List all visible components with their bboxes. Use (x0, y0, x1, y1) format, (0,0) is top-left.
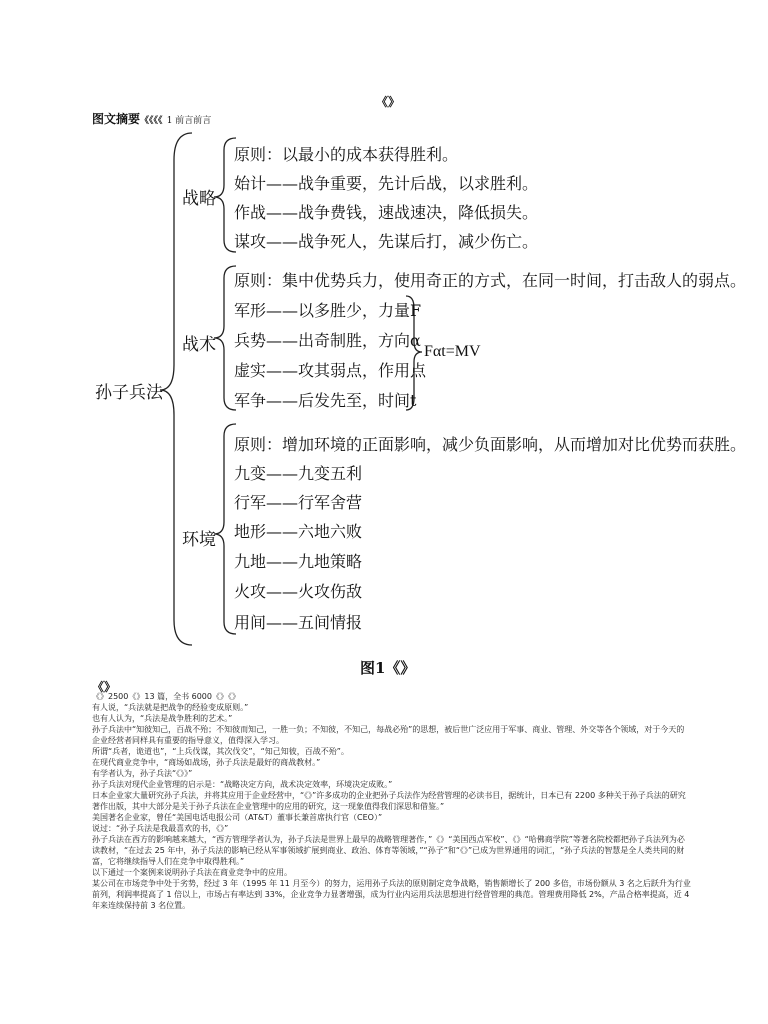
paragraph: 孙子兵法在西方的影响越来越大，“西方管理学者认为，孙子兵法是世界上最早的战略管理著作，”《》“美国西点军校”、《》“哈佛商学院”等著名院校都把孙子兵法列为必读教材，“在过去 25 年中，孙子兵法的影响已经从军事领域扩展到商业、政治、体育等领域，”“孙子”和“《》”已成为世界通用的词汇，“孙子兵法的智慧是全人类共同的财富，它将继续指导人们在竞争中取得胜利。” (92, 835, 685, 866)
figure-caption: 图1《》 (360, 659, 416, 677)
paragraph: 某公司在市场竞争中处于劣势，经过 3 年（1995 年 11 月至今）的努力，运用孙子兵法的原则制定竞争战略，销售额增长了 200 多倍，市场份额从 3 名之后跃升为行业前列，利润率提高了 1 倍以上，市场占有率达到 33%，企业竞争力显著增强，成为行业内运用兵法思想进行经营管理的典范。管理费用降低 2%，产品合格率提高，近 4 年来连续保持前 3 名位置。 (92, 879, 691, 910)
strategy-item: 作战——战争费钱，速战速决，降低损失。 (234, 203, 539, 222)
strategy-item: 原则：以最小的成本获得胜利。 (234, 145, 459, 164)
header-small: 1 前言前言 (166, 116, 212, 126)
paragraph: 日本企业家大量研究孙子兵法，并将其应用于企业经营中，“《》”许多成功的企业把孙子兵法作为经营管理的必读书目，据统计，日本已有 2200 多种关于孙子兵法的研究著作出版，其中大部分是关于孙子兵法在企业管理中的应用的研究，这一现象值得我们深思和借鉴。” (92, 791, 686, 811)
paragraph: 《》2500《》13 篇，全书 6000《》《》 (92, 692, 240, 701)
tactics-item: 兵势——出奇制胜，方向α (234, 331, 421, 350)
tactics-item: 原则：集中优势兵力，使用奇正的方式，在同一时间，打击敌人的弱点。 (234, 271, 747, 290)
environment-item: 九变——九变五利 (234, 464, 363, 483)
paragraph: 在现代商业竞争中，“商场如战场，孙子兵法是最好的商战教材。” (92, 758, 321, 767)
strategy-item: 谋攻——战争死人，先谋后打，减少伤亡。 (234, 232, 539, 251)
environment-item: 行军——行军舍营 (234, 493, 363, 512)
environment-item: 用间——五间情报 (234, 613, 363, 632)
environment-item: 原则：增加环境的正面影响，减少负面影响，从而增加对比优势而获胜。 (234, 435, 747, 454)
environment-item: 九地——九地策略 (234, 552, 363, 571)
paragraph: 说过：“孙子兵法是我最喜欢的书，《》” (92, 824, 229, 833)
branch-strategy-label: 战略 (182, 189, 216, 209)
paragraph: 孙子兵法对现代企业管理的启示是：“战略决定方向，战术决定效率，环境决定成败。” (92, 780, 393, 789)
brace-tactics (214, 266, 236, 410)
environment-item: 地形——六地六败 (234, 522, 363, 541)
paragraph: 也有人认为，“兵法是战争胜利的艺术。” (92, 714, 233, 723)
paragraph: 有学者认为，孙子兵法“《》》” (92, 769, 193, 778)
branch-tactics-label: 战术 (182, 335, 216, 355)
tactics-item: 军争——后发先至，时间t (234, 391, 417, 410)
paragraph: 以下通过一个案例来说明孙子兵法在商业竞争中的应用。 (92, 868, 292, 877)
header-mid: 《《《《 (140, 116, 163, 126)
body-text (92, 691, 692, 911)
tactics-formula: Fαt=MV (424, 343, 481, 360)
tactics-item: 军形——以多胜少，力量F (234, 301, 422, 320)
section-title: 《》 (92, 680, 117, 694)
branch-environment-label: 环境 (182, 530, 216, 550)
header-prefix: 图文摘要 (92, 112, 141, 126)
paragraph: 有人说，“兵法就是把战争的经验变成原则。” (92, 703, 249, 712)
paragraph: 所谓“兵者，诡道也”，“上兵伐谋，其次伐交”，“知己知彼，百战不殆”。 (92, 747, 349, 756)
strategy-item: 始计——战争重要，先计后战，以求胜利。 (234, 174, 539, 193)
page-top-mark: 《》 (376, 95, 401, 109)
brace-environment (214, 424, 236, 634)
paragraph: 美国著名企业家，曾任“美国电话电报公司（AT&T）董事长兼首席执行官（CEO）” (92, 813, 383, 822)
root-brace (160, 133, 192, 645)
tactics-item: 虚实——攻其弱点，作用点 (234, 361, 427, 380)
brace-strategy (214, 138, 236, 252)
environment-item: 火攻——火攻伤敌 (234, 582, 363, 601)
mindmap-root: 孙子兵法 (95, 383, 163, 403)
paragraph: 孙子兵法中“知彼知己，百战不殆；不知彼而知己，一胜一负；不知彼，不知己，每战必殆”的思想，被后世广泛应用于军事、商业、管理、外交等各个领域，对于今天的企业经营者同样具有重要的指导意义，值得深入学习。 (92, 725, 685, 745)
